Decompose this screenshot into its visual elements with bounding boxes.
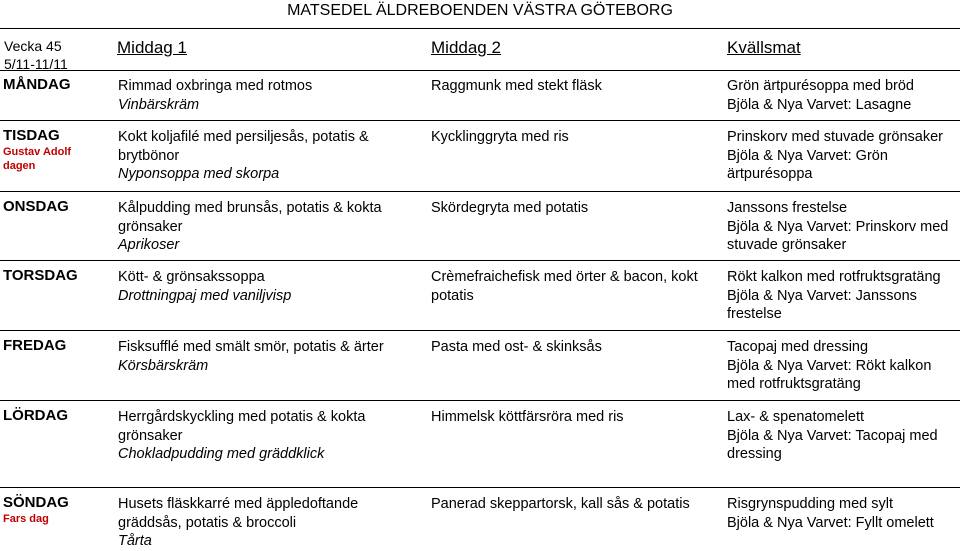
dish-text: Prinskorv med stuvade grönsaker xyxy=(727,129,943,145)
dish-text: frestelse xyxy=(727,306,782,322)
day-name: ONSDAG xyxy=(3,198,69,215)
dish-text: med rotfruktsgratäng xyxy=(727,376,861,392)
kvallsmat-cell xyxy=(727,495,960,532)
dessert-text: Chokladpudding med gräddklick xyxy=(118,446,325,462)
kvallsmat-cell xyxy=(727,77,960,114)
middag-1-cell xyxy=(118,495,413,551)
row-divider xyxy=(0,400,960,401)
day-name: TORSDAG xyxy=(3,267,78,284)
dish-text: Rökt kalkon med rotfruktsgratäng xyxy=(727,269,941,285)
day-name: SÖNDAG xyxy=(3,494,69,511)
dish-text: Husets fläskkarré med äppledoftande xyxy=(118,496,359,512)
day-label xyxy=(3,198,69,216)
week-dates: 5/11-11/11 xyxy=(4,56,68,72)
dish-text: ärtpurésoppa xyxy=(727,166,813,182)
row-divider xyxy=(0,487,960,488)
day-name: FREDAG xyxy=(3,337,67,354)
dish-text: Kött- & grönsakssoppa xyxy=(118,269,265,285)
dish-text: Janssons frestelse xyxy=(727,200,848,216)
dessert-text: Tårta xyxy=(118,533,152,549)
dish-text: Bjöla & Nya Varvet: Tacopaj med xyxy=(727,427,938,444)
day-label xyxy=(3,127,83,173)
dish-text: Rimmad oxbringa med rotmos xyxy=(118,78,313,94)
day-label xyxy=(3,407,68,425)
kvallsmat-cell xyxy=(727,408,960,464)
dish-text: Skördegryta med potatis xyxy=(431,200,589,216)
dish-text: Bjöla & Nya Varvet: Prinskorv med xyxy=(727,218,949,235)
day-note: Fars dag xyxy=(3,513,49,525)
middag-2-cell xyxy=(431,408,721,427)
week-label xyxy=(4,37,68,73)
dessert-text: Vinbärskräm xyxy=(118,96,200,113)
dish-text: Fisksufflé med smält smör, potatis & ärter xyxy=(118,339,384,355)
dish-text: dressing xyxy=(727,446,782,462)
dish-text: Crèmefraichefisk med örter & bacon, kokt xyxy=(431,269,698,285)
dessert-text: Nyponsoppa med skorpa xyxy=(118,166,280,182)
dish-text: stuvade grönsaker xyxy=(727,237,847,253)
middag-2-cell xyxy=(431,495,721,514)
dessert-text: Aprikoser xyxy=(118,237,180,253)
top-divider xyxy=(0,28,960,29)
dish-text: Tacopaj med dressing xyxy=(727,339,869,355)
dish-text: Risgrynspudding med sylt xyxy=(727,496,894,512)
column-header-middag-1: Middag 1 xyxy=(117,38,187,57)
dish-text: grönsaker xyxy=(118,218,183,235)
middag-2-cell xyxy=(431,199,721,218)
row-divider xyxy=(0,330,960,331)
dish-text: brytbönor xyxy=(118,147,180,164)
dish-text: Bjöla & Nya Varvet: Rökt kalkon xyxy=(727,357,932,374)
day-label xyxy=(3,494,69,526)
middag-1-cell xyxy=(118,338,413,375)
middag-1-cell xyxy=(118,128,413,184)
dish-text: Bjöla & Nya Varvet: Fyllt omelett xyxy=(727,514,934,531)
middag-2-cell xyxy=(431,77,721,96)
kvallsmat-cell xyxy=(727,128,960,184)
dish-text: Lax- & spenatomelett xyxy=(727,409,865,425)
dish-text: Bjöla & Nya Varvet: Janssons xyxy=(727,287,917,304)
dessert-text: Drottningpaj med vaniljvisp xyxy=(118,287,292,304)
day-note: Gustav Adolf dagen xyxy=(3,146,72,172)
middag-1-cell xyxy=(118,199,413,255)
row-divider xyxy=(0,120,960,121)
day-name: LÖRDAG xyxy=(3,407,68,424)
dish-text: Grön ärtpurésoppa med bröd xyxy=(727,78,914,94)
dish-text: Panerad skeppartorsk, kall sås & potatis xyxy=(431,496,690,512)
dish-text: Kokt koljafilé med persiljesås, potatis & xyxy=(118,129,369,145)
dessert-text: Körsbärskräm xyxy=(118,357,209,374)
middag-2-cell xyxy=(431,338,721,357)
dish-text: Himmelsk köttfärsröra med ris xyxy=(431,409,624,425)
dish-text: Kycklinggryta med ris xyxy=(431,129,569,145)
page-title: MATSEDEL ÄLDREBOENDEN VÄSTRA GÖTEBORG xyxy=(287,2,673,19)
dish-text: Kålpudding med brunsås, potatis & kokta xyxy=(118,200,382,216)
row-divider xyxy=(0,191,960,192)
dish-text: potatis xyxy=(431,287,474,304)
day-label xyxy=(3,267,78,285)
dish-text: Pasta med ost- & skinksås xyxy=(431,339,602,355)
dish-text: grönsaker xyxy=(118,427,183,444)
kvallsmat-cell xyxy=(727,199,960,255)
day-label xyxy=(3,76,71,94)
dish-text: gräddsås, potatis & broccoli xyxy=(118,514,297,531)
dish-text: Raggmunk med stekt fläsk xyxy=(431,78,602,94)
middag-1-cell xyxy=(118,408,413,464)
day-name: TISDAG xyxy=(3,127,60,144)
middag-1-cell xyxy=(118,77,413,114)
day-label xyxy=(3,337,66,355)
row-divider xyxy=(0,260,960,261)
kvallsmat-cell xyxy=(727,338,960,394)
dish-text: Herrgårdskyckling med potatis & kokta xyxy=(118,409,366,425)
kvallsmat-cell xyxy=(727,268,960,324)
middag-2-cell xyxy=(431,128,721,147)
week-number: Vecka 45 xyxy=(4,38,62,54)
column-header-middag-2: Middag 2 xyxy=(431,38,501,57)
middag-1-cell xyxy=(118,268,413,305)
row-divider xyxy=(0,70,960,71)
column-header-kvallsmat: Kvällsmat xyxy=(727,38,801,57)
dish-text: Bjöla & Nya Varvet: Lasagne xyxy=(727,96,912,113)
middag-2-cell xyxy=(431,268,721,305)
day-name: MÅNDAG xyxy=(3,76,71,93)
dish-text: Bjöla & Nya Varvet: Grön xyxy=(727,147,888,164)
